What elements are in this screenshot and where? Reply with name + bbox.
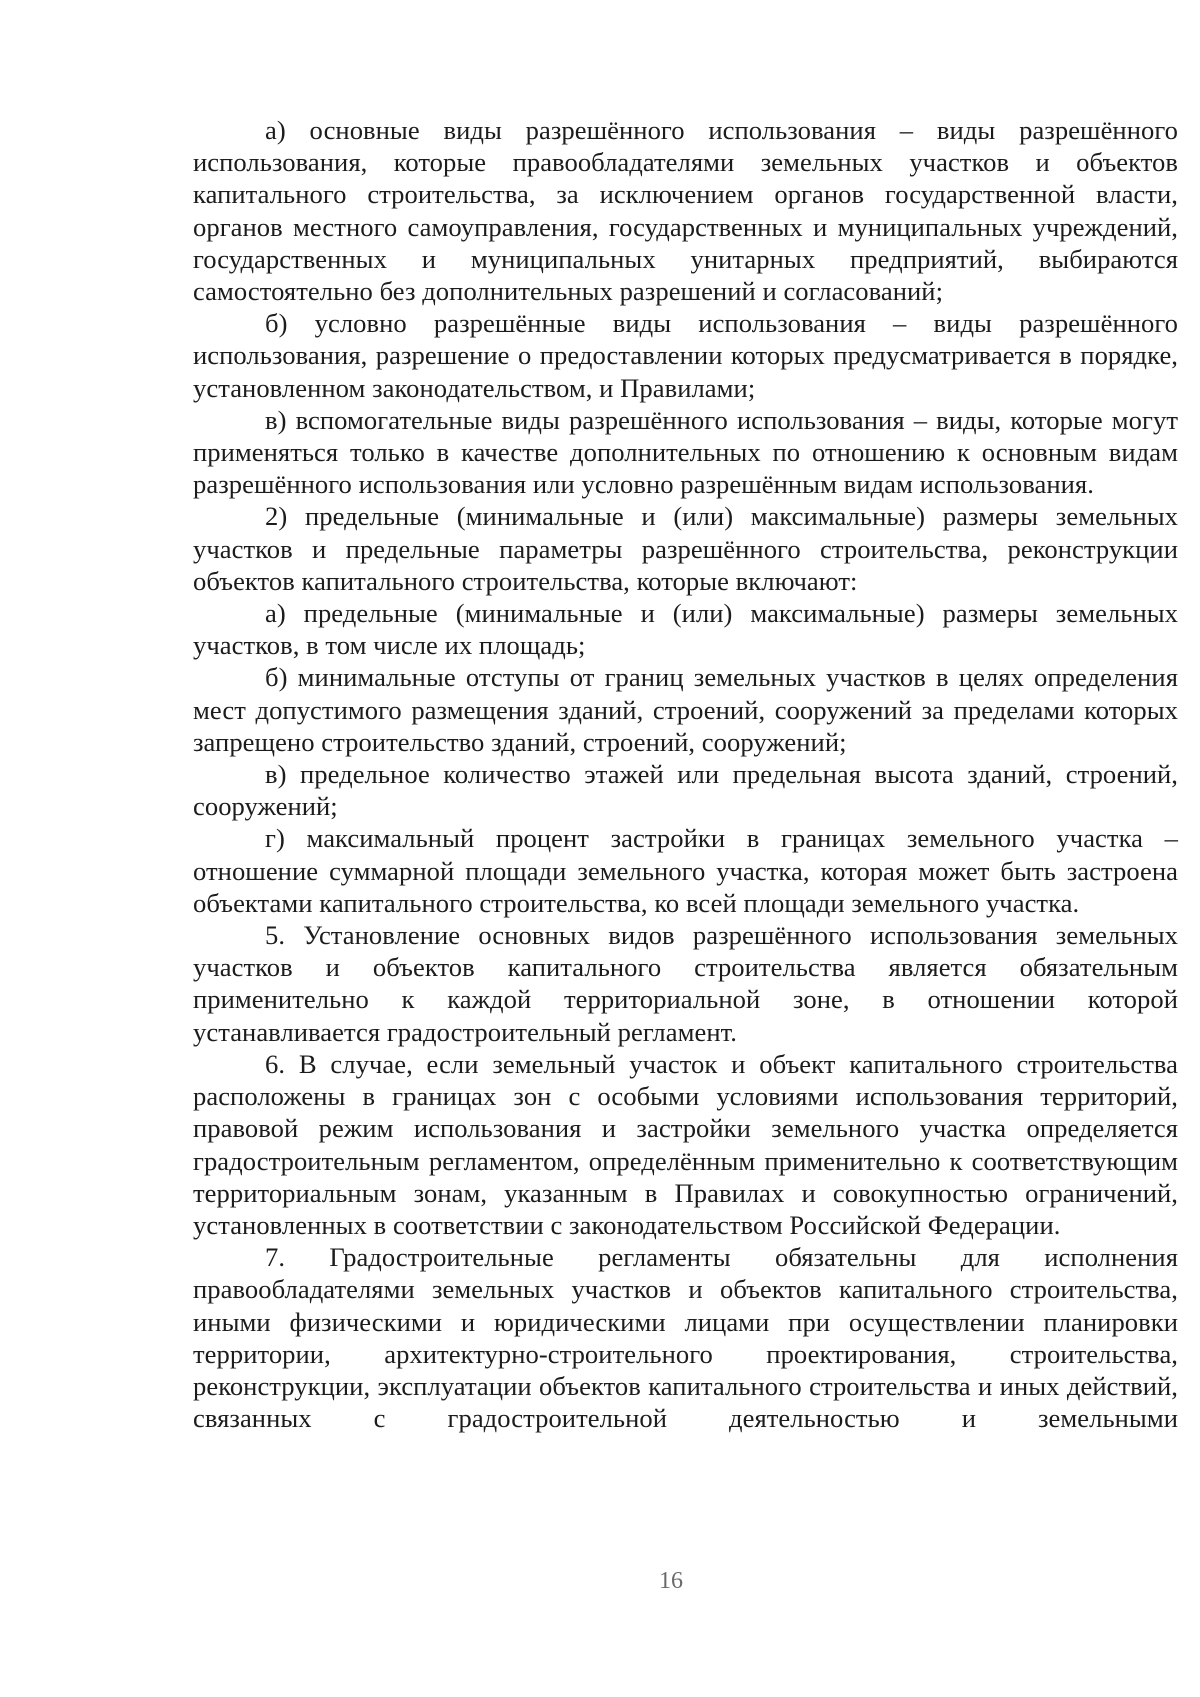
body-text: [193, 114, 1178, 1434]
paragraph-item-5: 5. Установление основных видов разрешённого использования земельных участков и объектов капитального строительства является обязательным применительно к каждой территориальной зоне, в отношении которой устанавливается градостроительный регламент.: [193, 920, 1178, 1047]
paragraph-plot-sizes: а) предельные (минимальные и (или) максимальные) размеры земельных участков, в том числе их площадь;: [193, 598, 1178, 661]
paragraph-floors-height: в) предельное количество этажей или предельная высота зданий, строений, сооружений;: [193, 759, 1178, 822]
paragraph-permitted-use-main: а) основные виды разрешённого использования – виды разрешённого использования, которые правообладателями земельных участков и объектов капитального строительства, за исключением органов государственной власти, органов местного самоуправления, государственных и муниципальных учреждений, государственных и муниципальных унитарных предприятий, выбираются самостоятельно без дополнительных разрешений и согласований;: [193, 115, 1178, 307]
paragraph-permitted-use-auxiliary: в) вспомогательные виды разрешённого использования – виды, которые могут применяться только в качестве дополнительных по отношению к основным видам разрешённого использования или условно разрешённым видам использования.: [193, 404, 1178, 500]
paragraph-building-percentage: г) максимальный процент застройки в границах земельного участка – отношение суммарной площади земельного участка, которая может быть застроена объектами капитального строительства, ко всей площади земельного участка.: [193, 823, 1178, 918]
paragraph-item-6: 6. В случае, если земельный участок и объект капитального строительства расположены в границах зон с особыми условиями использования территорий, правовой режим использования и застройки земельного участка определяется градостроительным регламентом, определённым применительно к соответствующим территориальным зонам, указанным в Правилах и совокупностью ограничений, установленных в соответствии с законодательством Российской Федерации.: [193, 1048, 1178, 1240]
paragraph-limit-parameters: 2) предельные (минимальные и (или) максимальные) размеры земельных участков и предельные параметры разрешённого строительства, реконструкции объектов капитального строительства, которые включают:: [193, 501, 1178, 596]
page-number: 16: [659, 1568, 683, 1594]
paragraph-minimum-setbacks: б) минимальные отступы от границ земельных участков в целях определения мест допустимого размещения зданий, строений, сооружений за пределами которых запрещено строительство зданий, строений, сооружений;: [193, 662, 1178, 757]
paragraph-permitted-use-conditional: б) условно разрешённые виды использования – виды разрешённого использования, разрешение о предоставлении которых предусматривается в порядке, установленном законодательством, и Правилами;: [193, 308, 1178, 403]
paragraph-item-7: 7. Градостроительные регламенты обязательны для исполнения правообладателями земельных участков и объектов капитального строительства, иными физическими и юридическими лицами при осуществлении планировки территории, архитектурно-строительного проектирования, строительства, реконструкции, эксплуатации объектов капитального строительства и иных действий, связанных с градостроительной деятельностью и земельными: [193, 1242, 1178, 1434]
